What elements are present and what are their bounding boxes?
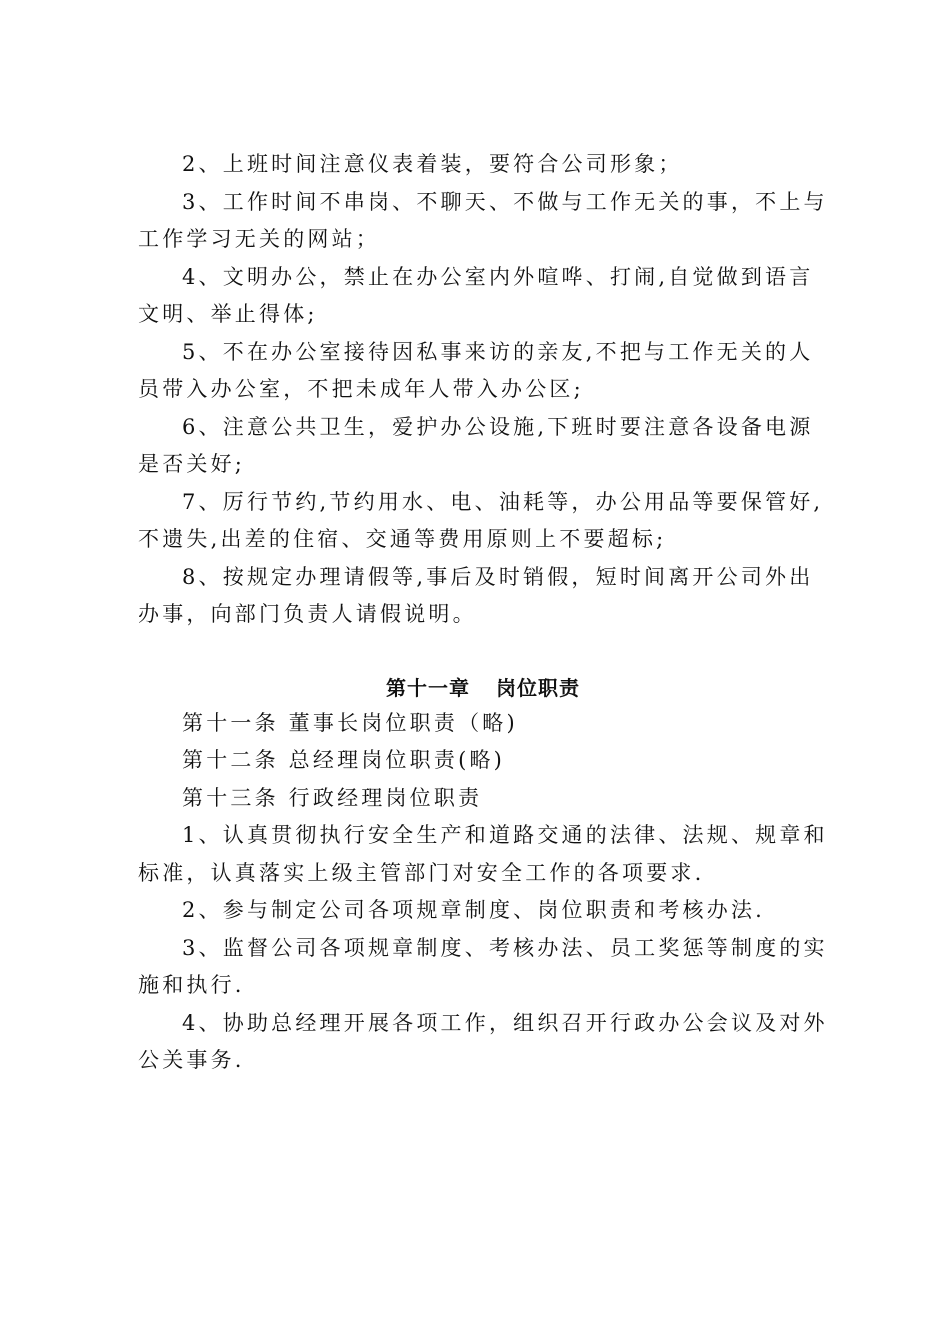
chapter-number: 第十一章 [386, 675, 470, 700]
article-line: 第十三条 行政经理岗位职责 [182, 785, 483, 810]
document-body [138, 146, 828, 1080]
section-spacer [138, 634, 828, 672]
rule-paragraph: 7、厉行节约,节约用水、电、油耗等，办公用品等要保管好,不遗失,出差的住宿、交通等费用原则上不要超标; [138, 489, 824, 551]
rule-paragraph: 2、上班时间注意仪表着装，要符合公司形象； [182, 152, 683, 176]
rule-paragraph: 4、文明办公，禁止在办公室内外喧哗、打闹,自觉做到语言文明、举止得体; [138, 264, 814, 326]
chapter-title: 岗位职责 [496, 675, 580, 700]
rule-paragraph: 8、按规定办理请假等,事后及时销假，短时间离开公司外出办事，向部门负责人请假说明。 [138, 564, 814, 626]
chapter-heading [138, 672, 828, 701]
duty-paragraph: 4、协助总经理开展各项工作，组织召开行政办公会议及对外公关事务. [138, 1010, 828, 1072]
article-line: 第十二条 总经理岗位职责(略) [182, 748, 506, 772]
duty-paragraph: 3、监督公司各项规章制度、考核办法、员工奖惩等制度的实施和执行. [138, 935, 828, 997]
duty-paragraph: 2、参与制定公司各项规章制度、岗位职责和考核办法. [182, 898, 766, 922]
rule-paragraph: 6、注意公共卫生，爱护办公设施,下班时要注意各设备电源是否关好; [138, 414, 814, 476]
rule-paragraph: 5、不在办公室接待因私事来访的亲友,不把与工作无关的人员带入办公室，不把未成年人带入办公区; [138, 339, 814, 401]
article-line: 第十一条 董事长岗位职责（略) [182, 710, 518, 735]
rule-paragraph: 3、工作时间不串岗、不聊天、不做与工作无关的事，不上与工作学习无关的网站； [138, 189, 828, 251]
duty-paragraph: 1、认真贯彻执行安全生产和道路交通的法律、法规、规章和标准，认真落实上级主管部门对安全工作的各项要求. [138, 823, 828, 885]
